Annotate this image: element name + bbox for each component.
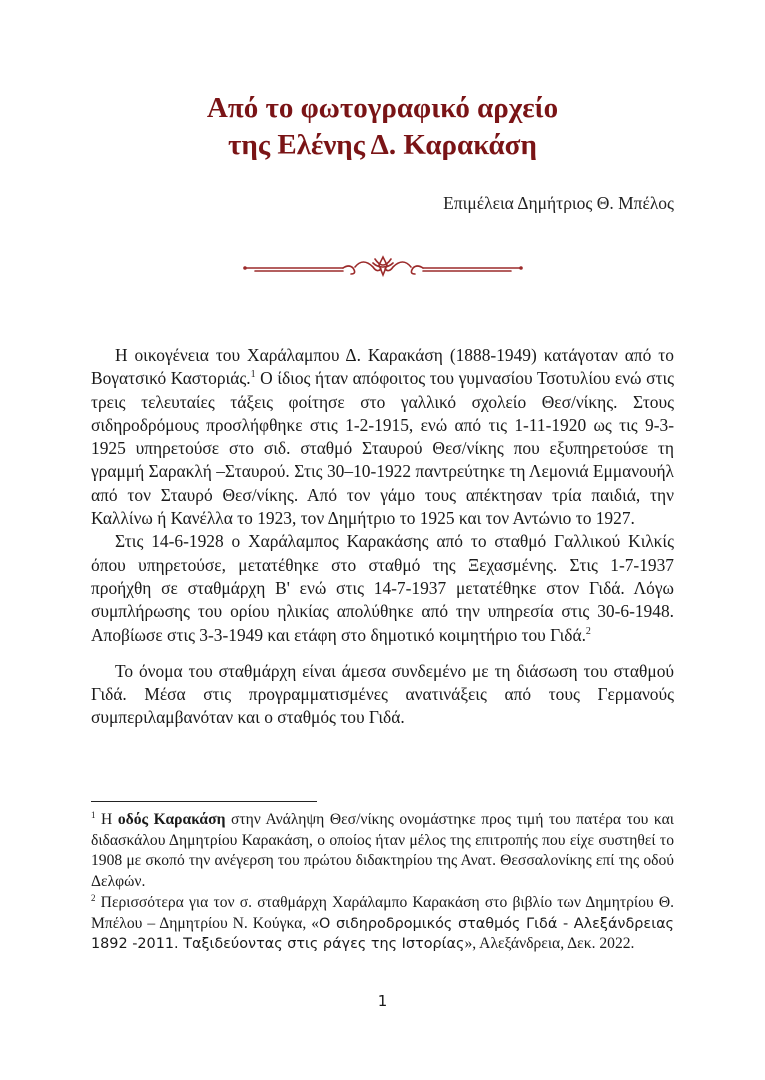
footnote-ref-2[interactable]: 2 — [585, 625, 591, 637]
editor-credit: Επιμέλεια Δημήτριος Θ. Μπέλος — [443, 193, 674, 213]
decorative-divider-icon — [243, 253, 523, 279]
paragraph-family: Η οικογένεια του Χαράλαμπου Δ. Καρακάση (1888-1949) κατάγοταν από το Βογατσικό Καστοριάς.$^1$ Ο ίδιος ήταν απόφοιτος του γυμνασίου Τσοτυλίου ενώ στις τρεις τελευταίες τάξεις φοίτησε στο γαλλικό σχολείο Θεσ/νίκης. Στους σιδηροδρόμους προσλήφθηκε στις 1-2-1915, ενώ από τις 1-11-1920 ως τις 9-3-1925 υπηρετούσε στο σιδ. σταθμό Σταυρού Θεσ/νίκης που εξυπηρετούσε τη γραμμή Σαρακλή –Σταυρού. Στις 30–10-1922 παντρεύτηκε τη Λεμονιά Εμμανουήλ από τον Σταυρό Θεσ/νίκης. Από τον γάμο τους απέκτησαν τρία παιδιά, την Καλλίνω ή Κανέλλα το 1923, τον Δημήτριο το 1925 και τον Αντώνιο το 1927. — [91, 345, 675, 529]
book-title: Ο σιδηροδρομικός σταθμός Γιδά - Αλεξάνδρειας 1892 -2011. Ταξιδεύοντας στις ράγες της Ιστορίας — [91, 915, 674, 953]
footnote-2: $^2$ Περισσότερα για τον σ. σταθμάρχη Χαράλαμπο Καρακάση στο βιβλίο των Δημητρίου Θ. Μπέλου – Δημητρίου Ν. Κούγκα, «Ο σιδηροδρομικός σταθμός Γιδά - Αλεξάνδρειας 1892 -2011. Ταξιδεύοντας στις ράγες της Ιστορίας», Αλεξάνδρεια, Δεκ. 2022. — [91, 892, 674, 953]
title-line-1: Από το φωτογραφικό αρχείο — [206, 92, 559, 124]
page-title — [0, 90, 765, 164]
article-body — [91, 344, 674, 730]
paragraph-career: Στις 14-6-1928 ο Χαράλαμπος Καρακάσης από το σταθμό Γαλλικού Κιλκίς όπου υπηρετούσε, μετατέθηκε στο σταθμό της Ξεχασμένης. Στις 1-7-1937 προήχθη σε σταθμάρχη Β' ενώ στις 14-7-1937 μετατέθηκε στον Γιδά. Λόγω συμπλήρωσης του ορίου ηλικίας απολύθηκε από την υπηρεσία στις 30-6-1948. Αποβίωσε στις 3-3-1949 και ετάφη στο δημοτικό κοιμητήριο του Γιδά.$^2$ — [91, 531, 674, 645]
footnote-separator — [91, 801, 317, 802]
title-line-2: της Ελένης Δ. Καρακάση — [228, 129, 537, 161]
footnote-1: $^1$ Η οδός Καρακάση στην Ανάληψη Θεσ/νίκης ονομάστηκε προς τιμή του πατέρα του και διδασκάλου Δημητρίου Καρακάση, ο οποίος ήταν μέλος της επιτροπής που είχε συστηθεί το 1908 με σκοπό την ανέγερση του πρώτου διδακτηρίου της Ανατ. Θεσσαλονίκης επί της οδού Δελφών. — [91, 810, 675, 891]
paragraph-station: Το όνομα του σταθμάρχη είναι άμεσα συνδεμένο με τη διάσωση του σταθμού Γιδά. Μέσα στις προγραμματισμένες ανατινάξεις από τους Γερμανούς συμπεριλαμβανόταν και ο σταθμός του Γιδά. — [91, 660, 674, 728]
page-number: 1 — [377, 992, 388, 1010]
footnotes — [91, 810, 674, 955]
footnote-ref-1[interactable]: 1 — [250, 369, 256, 381]
